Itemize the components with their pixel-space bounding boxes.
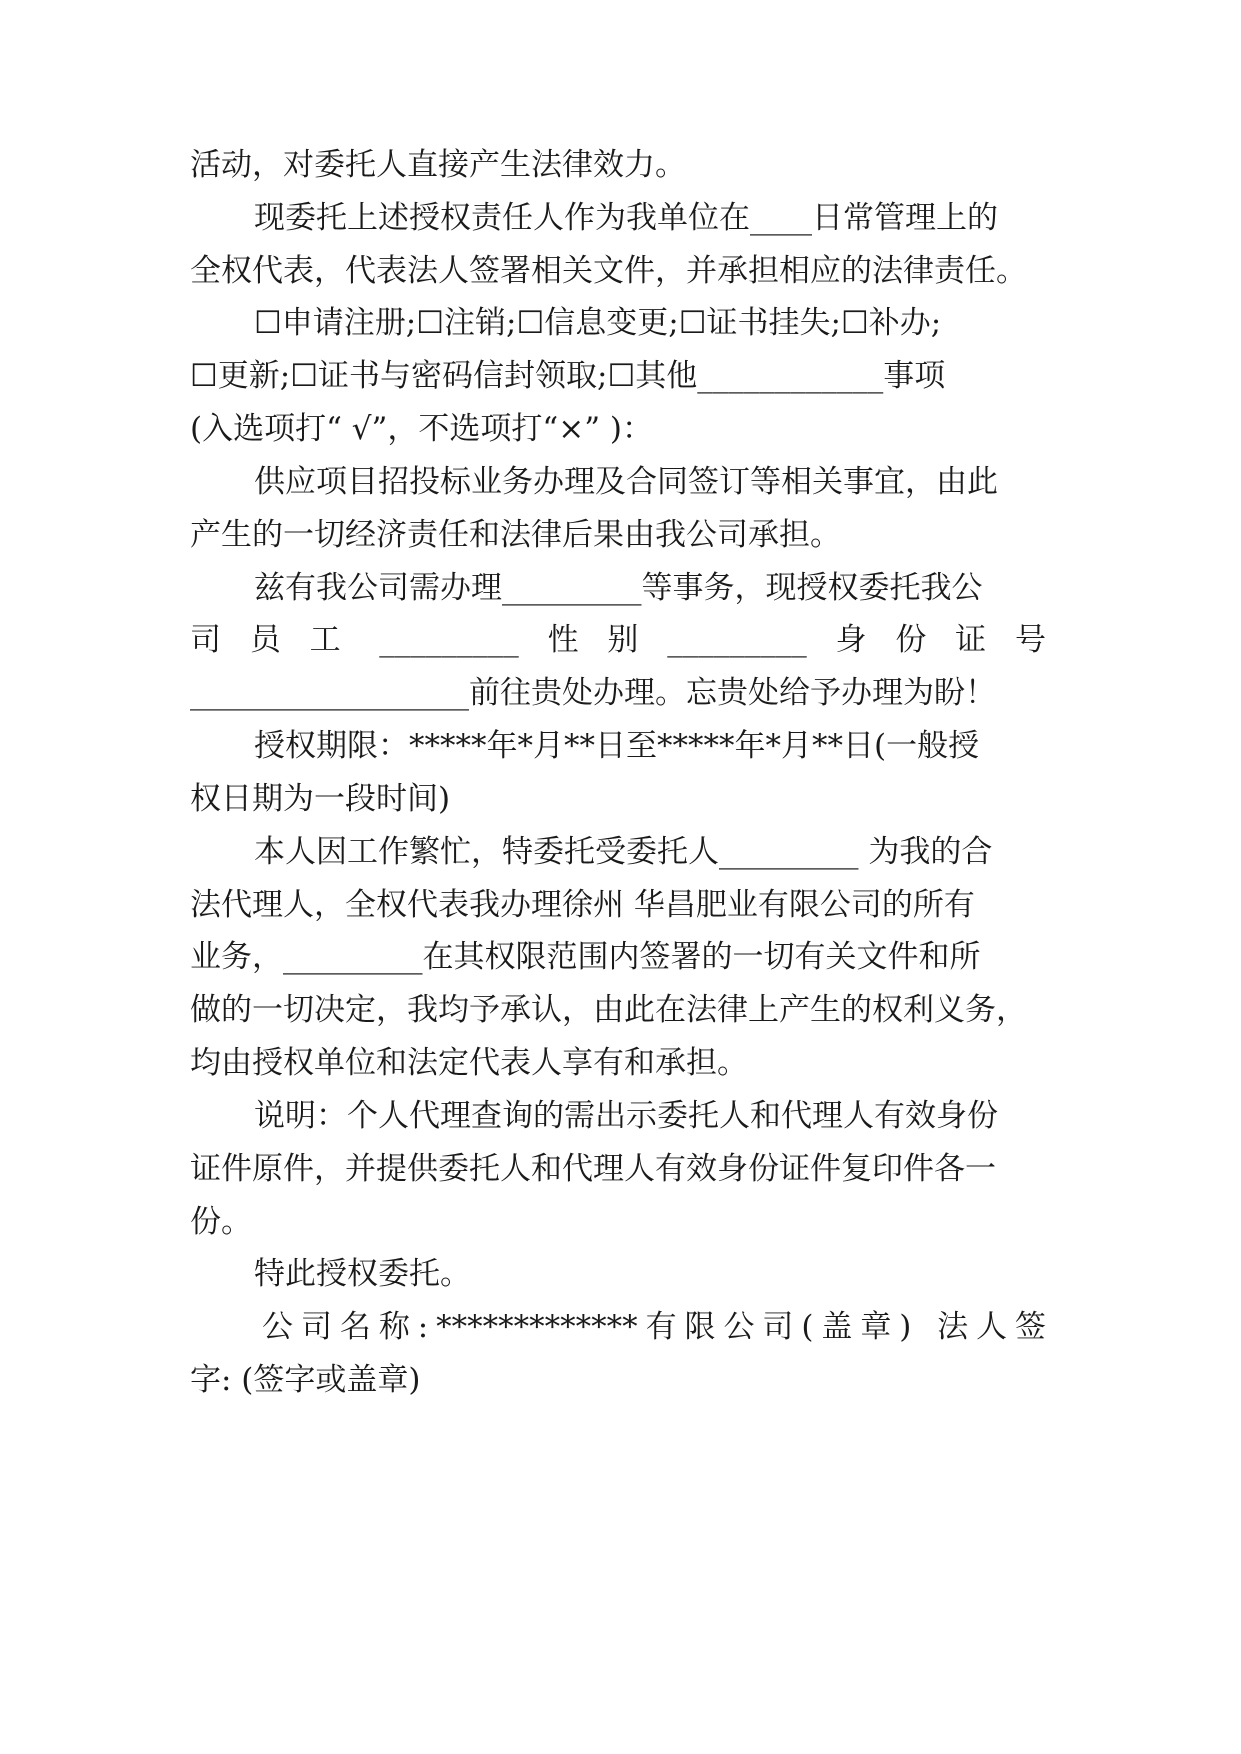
text-segment — [919, 1307, 929, 1347]
text-line: 均由授权单位和法定代表人享有和承担。 — [190, 1045, 748, 1081]
text-line: 特此授权委托。 — [254, 1256, 471, 1292]
text-segment: 人 — [976, 1309, 1008, 1345]
text-segment: 员 — [249, 622, 281, 658]
text-segment: 限 — [684, 1309, 716, 1345]
text-segment: 司 — [762, 1309, 794, 1345]
text-line: 供应项目招投标业务办理及合同签订等相关事宜，由此 — [254, 464, 998, 500]
text-segment: 性 — [547, 622, 579, 658]
text-segment: 号 — [1014, 622, 1046, 658]
text-line: 兹有我公司需办理_________等事务，现授权委托我公 — [254, 570, 983, 606]
text-segment: 盖 — [821, 1309, 853, 1345]
text-line: 本人因工作繁忙，特委托受委托人_________ 为我的合 — [254, 834, 993, 870]
text-line: (入选项打“ √”，不选项打“×” )： — [190, 411, 654, 447]
text-line: 活动，对委托人直接产生法律效力。 — [190, 147, 686, 183]
text-line: 份。 — [190, 1204, 252, 1240]
text-line: 说明：个人代理查询的需出示委托人和代理人有效身份 — [254, 1098, 998, 1134]
text-segment: : — [417, 1309, 429, 1345]
text-segment: 证 — [955, 622, 987, 658]
text-segment: 法 — [937, 1309, 969, 1345]
text-segment: 公 — [723, 1309, 755, 1345]
text-line: 全权代表，代表法人签署相关文件，并承担相应的法律责任。 — [190, 253, 1027, 289]
text-line: 证件原件，并提供委托人和代理人有效身份证件复印件各一 — [190, 1151, 996, 1187]
text-segment: 身 — [835, 622, 867, 658]
text-segment: 别 — [607, 622, 639, 658]
employee-name-blank: _________ — [369, 622, 519, 658]
text-segment: 公 — [262, 1309, 293, 1345]
gender-blank: _________ — [667, 622, 807, 658]
text-segment: 份 — [895, 622, 927, 658]
text-line: 现委托上述授权责任人作为我单位在____日常管理上的 — [254, 200, 998, 236]
text-segment: ) — [899, 1309, 912, 1345]
text-segment: 名 — [339, 1309, 371, 1345]
company-name-blank: ************* — [436, 1309, 638, 1345]
checkbox-options-line: ☐更新;☐证书与密码信封领取;☐其他____________事项 — [190, 358, 946, 394]
text-segment: 有 — [645, 1309, 677, 1345]
text-segment: 章 — [860, 1309, 892, 1345]
text-line: __________________前往贵处办理。忘贵处给予办理为盼！ — [190, 675, 996, 711]
text-segment: 工 — [309, 622, 341, 658]
text-segment: ( — [801, 1309, 814, 1345]
text-segment: 称 — [378, 1309, 410, 1345]
text-line: 业务，_________在其权限范围内签署的一切有关文件和所 — [190, 939, 981, 975]
text-segment: 签 — [1014, 1309, 1046, 1345]
authorization-period-line: 授权期限：*****年*月**日至*****年*月**日(一般授 — [254, 728, 980, 764]
text-line: 产生的一切经济责任和法律后果由我公司承担。 — [190, 517, 841, 553]
checkbox-options-line: ☐申请注册;☐注销;☐信息变更;☐证书挂失;☐补办; — [254, 305, 942, 341]
text-line: 法代理人，全权代表我办理徐州 华昌肥业有限公司的所有 — [190, 887, 975, 923]
text-segment: 司 — [190, 622, 221, 658]
text-segment: 司 — [300, 1309, 332, 1345]
signature-line: 字: (签字或盖章) — [190, 1362, 421, 1398]
text-line: 做的一切决定，我均予承认，由此在法律上产生的权利义务， — [190, 992, 1027, 1028]
employee-info-line — [190, 620, 1046, 660]
signature-line — [262, 1307, 1046, 1347]
text-line: 权日期为一段时间) — [190, 781, 451, 817]
